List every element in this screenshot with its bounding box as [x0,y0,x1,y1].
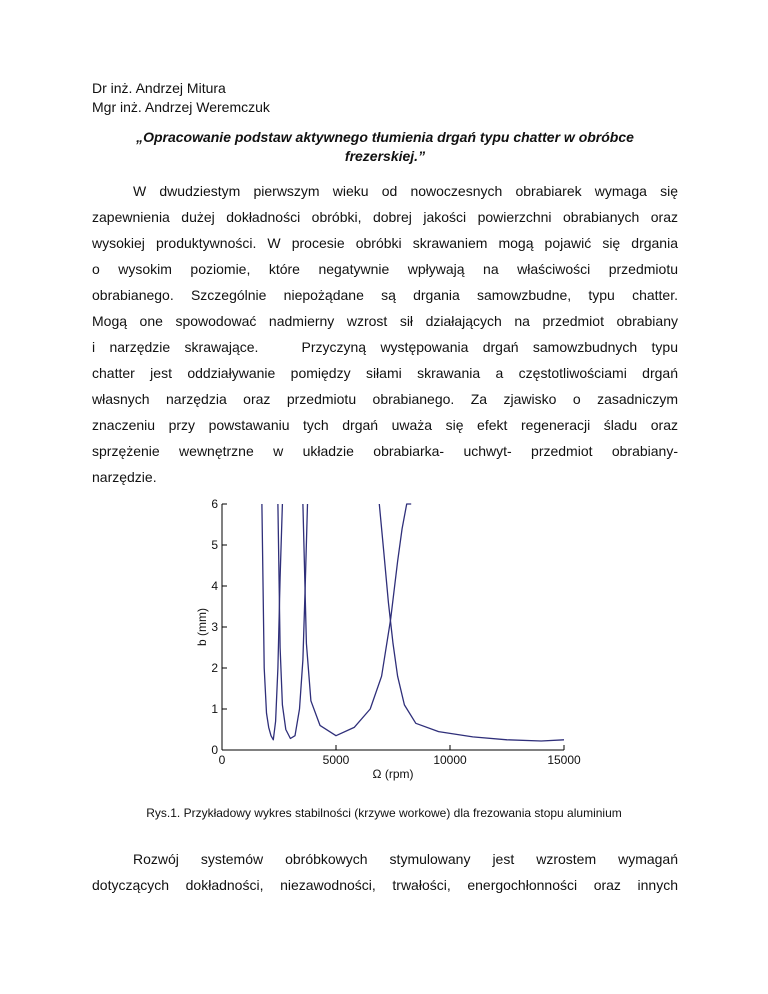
paper-title [92,128,678,166]
author-2: Mgr inż. Andrzej Weremczuk [92,99,270,115]
paragraph-2-line: dotyczących dokładności, niezawodności, trwałości, energochłonności oraz innych [92,877,678,893]
y-tick-label: 1 [211,702,218,716]
x-tick-label: 0 [218,753,226,767]
stability-lobe-chart [160,490,600,790]
paragraph-1-line: własnych narzędzia oraz przedmiotu obrabianego. Za zjawisko o zasadniczym [92,391,678,407]
y-tick-label: 5 [211,538,218,552]
paragraph-1-line: sprzężenie wewnętrzne w układzie obrabiarka- uchwyt- przedmiot obrabiany- [92,443,678,459]
x-tick-label: 15000 [547,753,581,767]
y-axis-label: b (mm) [195,608,209,646]
chart-axes [222,504,564,750]
title-line-2: frezerskiej.” [344,148,426,164]
author-1: Dr inż. Andrzej Mitura [92,80,226,96]
title-line-1: „Opracowanie podstaw aktywnego tłumienia drgań typu chatter w obróbce [136,129,634,145]
paragraph-1-line: chatter jest oddziaływanie pomiędzy siłami skrawania a częstotliwościami drgań [92,365,678,381]
y-tick-label: 0 [211,743,218,757]
y-tick-label: 6 [211,497,218,511]
paragraph-2-line: Rozwój systemów obróbkowych stymulowany jest wzrostem wymagań [133,851,678,867]
paragraph-1-line: narzędzie. [92,469,157,485]
x-tick-label: 10000 [433,753,467,767]
paragraph-1 [92,178,678,490]
paragraph-1-line: i narzędzie skrawające. Przyczyną występowania drgań samowzbudnych typu [92,339,678,355]
authors-block [92,79,270,117]
series-line-lobe-3 [303,504,411,736]
y-tick-label: 4 [211,579,218,593]
chart-curves [262,504,564,741]
x-axis-label: Ω (rpm) [372,767,414,781]
x-tick-label: 5000 [322,753,350,767]
paragraph-1-line: zapewnienia dużej dokładności obróbki, dobrej jakości powierzchni obrabianych oraz [92,209,678,225]
paragraph-1-line: wysokiej produktywności. W procesie obróbki skrawaniem mogą pojawić się drgania [92,235,678,251]
paragraph-1-line: obrabianego. Szczególnie niepożądane są drgania samowzbudne, typu chatter. [92,287,678,303]
figure-caption: Rys.1. Przykładowy wykres stabilności (krzywe workowe) dla frezowania stopu aluminium [146,806,622,820]
paragraph-1-line: Mogą one spowodować nadmierny wzrost sił działających na przedmiot obrabiany [92,313,678,329]
paragraph-1-line: znaczeniu przy powstawaniu tych drgań uważa się efekt regeneracji śladu oraz [92,417,678,433]
paragraph-1-line: o wysokim poziomie, które negatywnie wpływają na właściwości przedmiotu [92,261,678,277]
y-tick-label: 3 [211,620,218,634]
series-line-lobe-4 [379,504,564,741]
y-tick-label: 2 [211,661,218,675]
series-line-lobe-2 [278,504,308,739]
paragraph-1-line: W dwudziestym pierwszym wieku od nowoczesnych obrabiarek wymaga się [133,183,678,199]
paragraph-2 [92,846,678,898]
